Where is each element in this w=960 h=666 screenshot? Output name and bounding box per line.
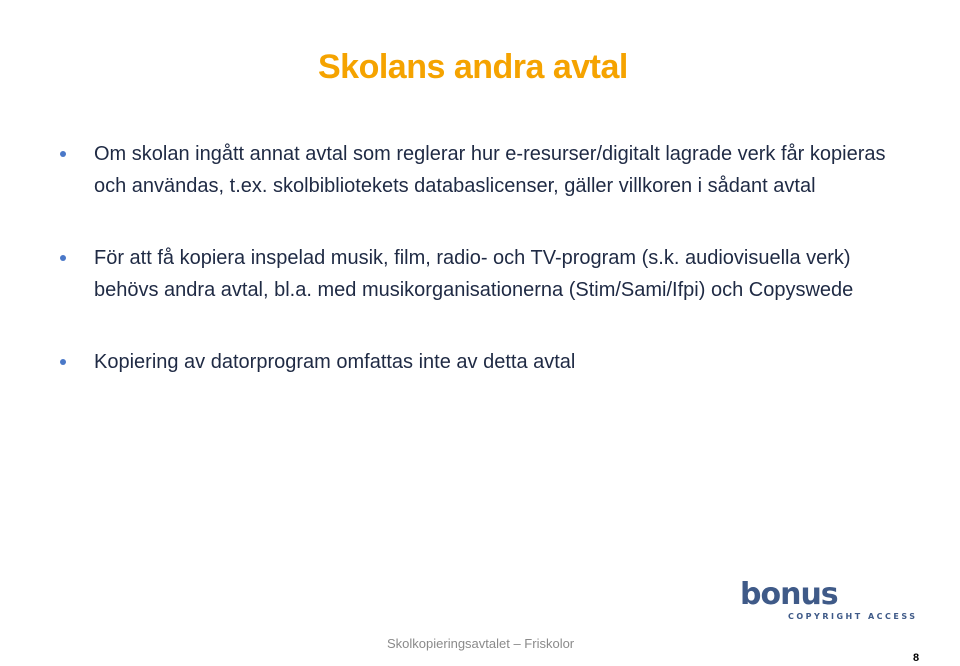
bullet-dot-icon bbox=[60, 151, 66, 157]
bullet-dot-icon bbox=[60, 255, 66, 261]
slide-title: Skolans andra avtal bbox=[318, 48, 628, 86]
bullet-item bbox=[58, 346, 918, 378]
bullet-item bbox=[58, 242, 918, 306]
logo-wordmark: bonus bbox=[740, 577, 838, 612]
bullet-item bbox=[58, 138, 918, 202]
bullet-list bbox=[58, 138, 918, 378]
footer-text: Skolkopieringsavtalet – Friskolor bbox=[387, 636, 575, 651]
bullet-text: Kopiering av datorprogram omfattas inte av detta avtal bbox=[94, 351, 576, 373]
bullet-text: Om skolan ingått annat avtal som reglerar hur e-resurser/digitalt lagrade verk får kopieras och användas, t.ex. skolbibliotekets databaslicenser, gäller villkoren i sådant avtal bbox=[94, 143, 886, 197]
page-number: 8 bbox=[913, 652, 920, 664]
logo-tagline: COPYRIGHT ACCESS bbox=[788, 612, 918, 621]
bullet-dot-icon bbox=[60, 359, 66, 365]
bullet-text: För att få kopiera inspelad musik, film, radio- och TV-program (s.k. audiovisuella verk) behövs andra avtal, bl.a. med musikorganisationerna (Stim/Sami/Ifpi) och Copyswede bbox=[94, 247, 854, 301]
bonus-logo bbox=[740, 577, 918, 626]
